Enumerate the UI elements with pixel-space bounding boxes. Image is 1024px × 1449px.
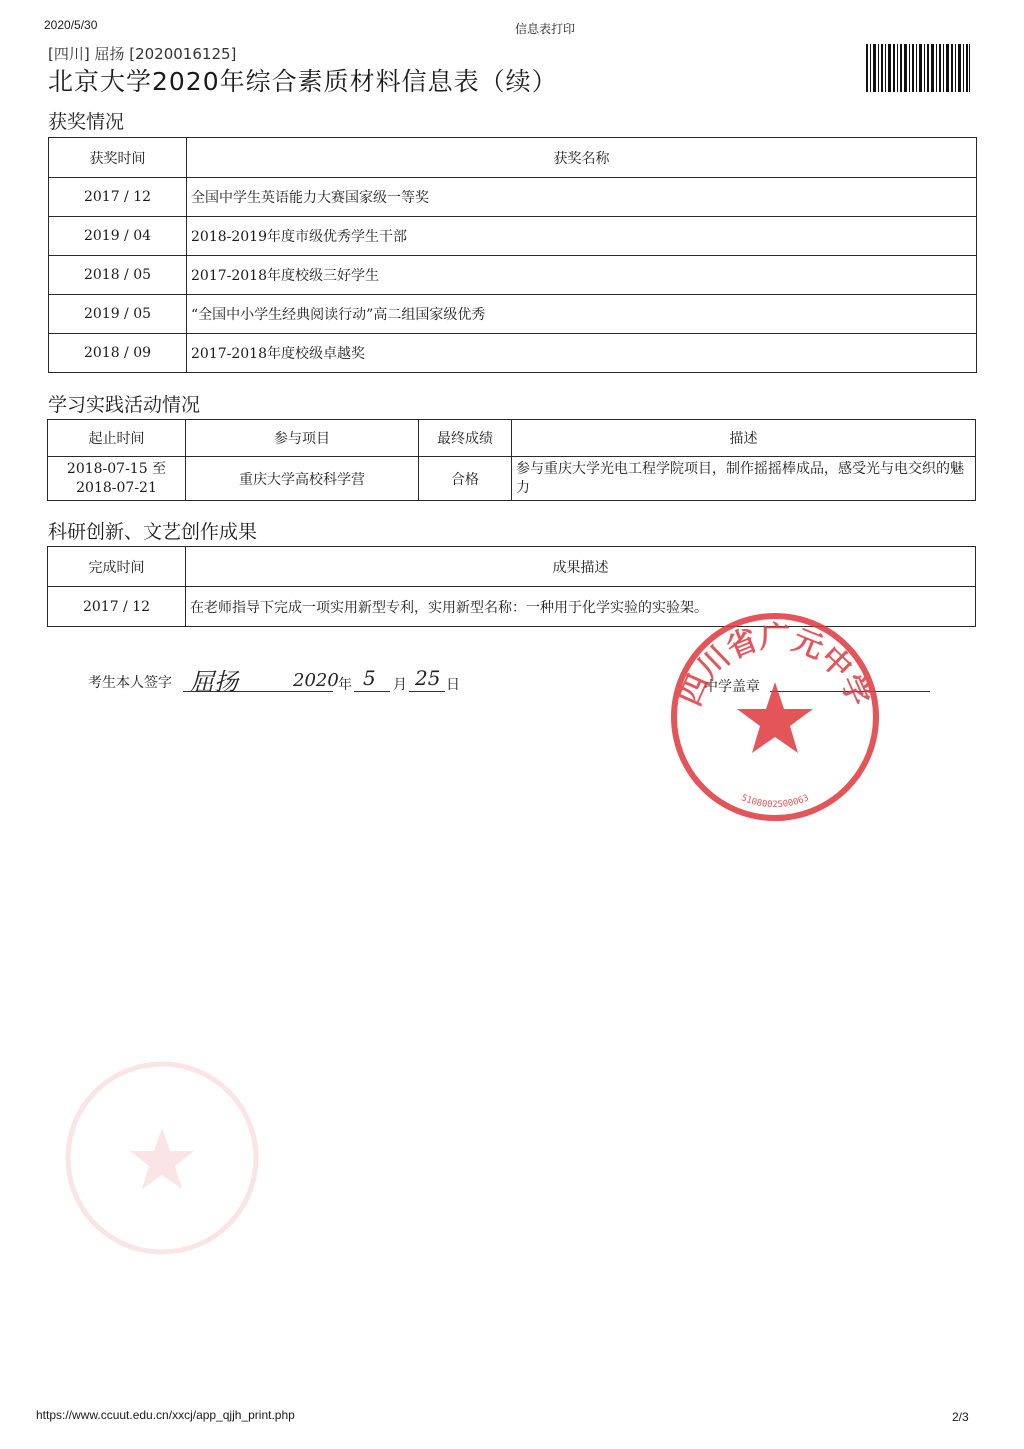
table-header-row <box>48 547 976 587</box>
print-label: 信息表打印 <box>515 22 576 36</box>
svg-text:5108002500063 <box>740 793 811 810</box>
activity-project: 重庆大学高校科学营 <box>186 457 419 501</box>
seal-text: 四川省广元中学 <box>672 620 878 712</box>
table-row <box>49 178 977 217</box>
awards-section-title: 获奖情况 <box>48 111 125 133</box>
stamp-label: 中学盖章 <box>704 679 760 695</box>
research-section-title: 科研创新、文艺创作成果 <box>48 521 258 543</box>
activity-period: 2018-07-15 至 2018-07-21 <box>48 457 186 501</box>
award-name: 全国中学生英语能力大赛国家级一等奖 <box>187 178 977 217</box>
activity-description: 参与重庆大学光电工程学院项目，制作摇摇棒成品，感受光与电交织的魅力 <box>512 457 976 501</box>
seal-number: 5108002500063 <box>739 793 811 811</box>
day-unit: 日 <box>446 677 460 693</box>
official-seal-icon <box>668 610 882 824</box>
column-header: 起止时间 <box>48 420 186 457</box>
award-name: 2017-2018年度校级卓越奖 <box>187 334 977 373</box>
handwritten-signature: 屈扬 <box>190 668 238 696</box>
barcode-icon <box>866 44 970 92</box>
document-title: 北京大学2020年综合素质材料信息表（续） <box>48 67 558 96</box>
page-number: 2/3 <box>952 1410 969 1424</box>
month-line <box>354 691 390 692</box>
signature-label: 考生本人签字 <box>88 675 172 691</box>
award-time: 2019 / 04 <box>49 217 187 256</box>
award-name: 2017-2018年度校级三好学生 <box>187 256 977 295</box>
year-unit: 年 <box>338 677 352 693</box>
research-time: 2017 / 12 <box>48 587 186 627</box>
day-line <box>409 691 445 692</box>
table-header-row <box>49 138 977 178</box>
award-name: “全国中小学生经典阅读行动”高二组国家级优秀 <box>187 295 977 334</box>
month-unit: 月 <box>393 677 407 693</box>
table-row <box>49 334 977 373</box>
award-name: 2018-2019年度市级优秀学生干部 <box>187 217 977 256</box>
column-header: 完成时间 <box>48 547 186 587</box>
awards-table <box>48 137 977 373</box>
table-header-row <box>48 420 976 457</box>
column-header: 获奖时间 <box>49 138 187 178</box>
signed-year: 2020 <box>293 670 339 691</box>
footer-url: https://www.ccuut.edu.cn/xxcj/app_qjjh_print.php <box>36 1408 295 1422</box>
award-time: 2018 / 05 <box>49 256 187 295</box>
signed-day: 25 <box>415 666 441 690</box>
activities-section-title: 学习实践活动情况 <box>48 394 201 416</box>
research-description: 在老师指导下完成一项实用新型专利，实用新型名称：一种用于化学实验的实验架。 <box>186 587 976 627</box>
applicant-info: [四川] 屈扬 [2020016125] <box>48 45 237 63</box>
award-time: 2017 / 12 <box>49 178 187 217</box>
activity-result: 合格 <box>419 457 512 501</box>
signed-month: 5 <box>363 666 376 690</box>
table-row <box>49 217 977 256</box>
award-time: 2018 / 09 <box>49 334 187 373</box>
table-row <box>48 457 976 501</box>
column-header: 获奖名称 <box>187 138 977 178</box>
column-header: 成果描述 <box>186 547 976 587</box>
column-header: 描述 <box>512 420 976 457</box>
column-header: 最终成绩 <box>419 420 512 457</box>
print-date: 2020/5/30 <box>44 18 98 32</box>
activities-table <box>47 419 976 501</box>
faint-seal-icon <box>62 1058 262 1258</box>
column-header: 参与项目 <box>186 420 419 457</box>
award-time: 2019 / 05 <box>49 295 187 334</box>
table-row <box>49 295 977 334</box>
table-row <box>49 256 977 295</box>
